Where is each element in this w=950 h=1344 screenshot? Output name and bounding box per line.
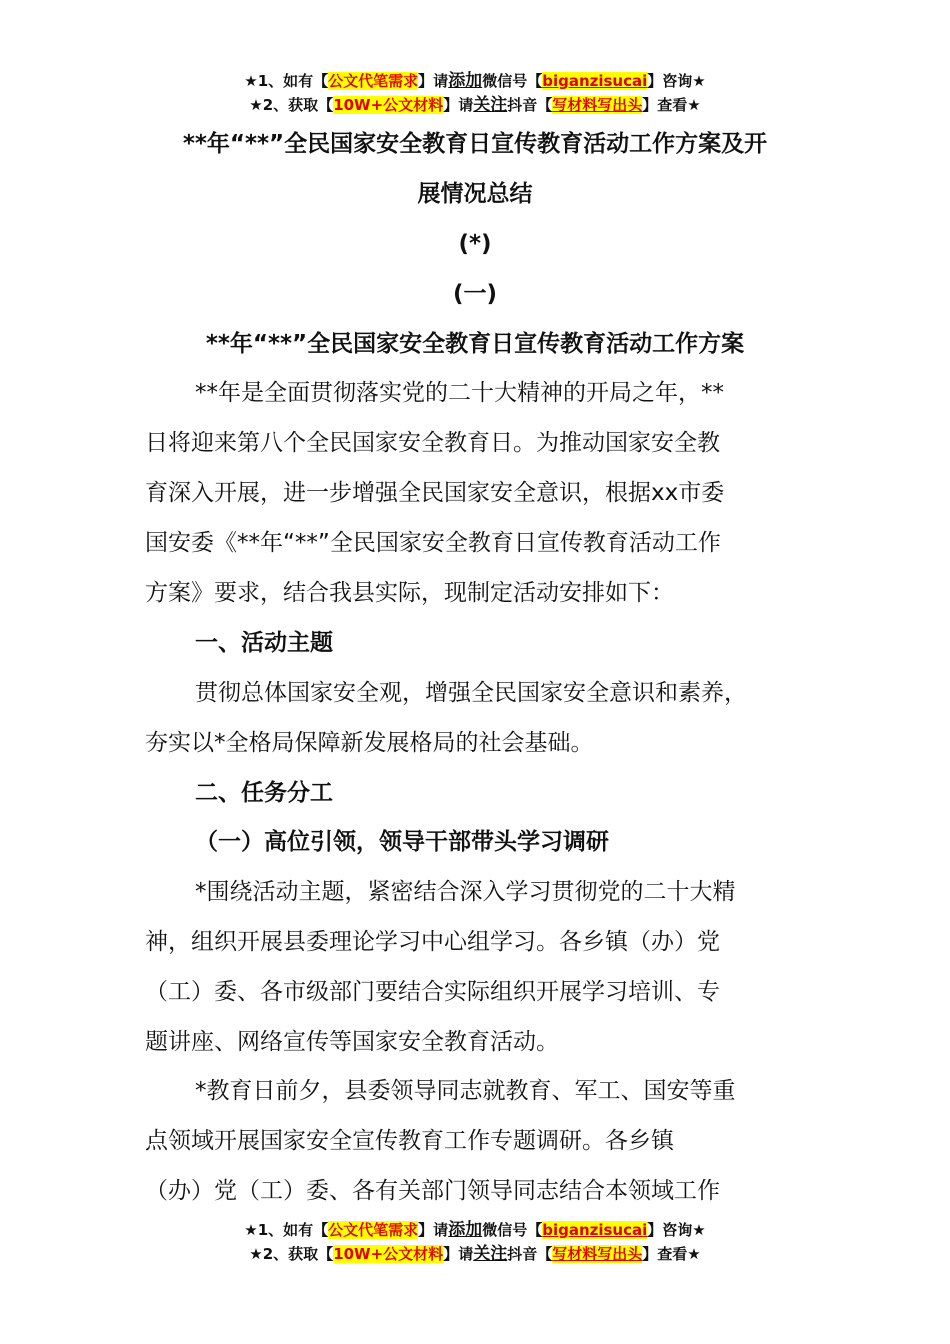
ad-highlight: 公文代笔需求 [328, 72, 419, 90]
doc-title: **年“**”全民国家安全教育日宣传教育活动工作方案及开 [182, 131, 768, 157]
ad-text: 】查看★ [642, 96, 701, 114]
ad-text: 】请 [443, 1245, 474, 1263]
ad-text: 】咨询★ [647, 1221, 706, 1239]
doc-title: 展情况总结 [417, 181, 533, 207]
ad-text: 】咨询★ [647, 72, 706, 90]
paragraph-line: 贯彻总体国家安全观，增强全民国家安全意识和素养， [195, 680, 747, 706]
subtitle: (*) [458, 231, 492, 257]
ad-text: 抖音【 [507, 96, 553, 114]
ad-highlight: 10W+公文材料 [333, 1245, 444, 1263]
footer-ad-line-2 [0, 1242, 950, 1266]
ad-line-2 [0, 93, 950, 117]
paragraph-line: （办）党（工）委、各有关部门领导同志结合本领域工作 [145, 1178, 720, 1204]
ad-text: 微信号【 [482, 1221, 543, 1239]
wechat-id: biganzisucai [542, 1221, 648, 1239]
ad-text: 】请 [418, 1221, 449, 1239]
paragraph-line: **年是全面贯彻落实党的二十大精神的开局之年，** [195, 380, 724, 406]
ad-line-1 [0, 69, 950, 93]
ad-highlight: 公文代笔需求 [328, 1221, 419, 1239]
wechat-id: biganzisucai [542, 72, 648, 90]
ad-text: ★2、获取【 [249, 96, 334, 114]
section-heading: **年“**”全民国家安全教育日宣传教育活动工作方案 [205, 331, 745, 357]
footer-ad-line-1 [0, 1218, 950, 1242]
ad-text: ★2、获取【 [249, 1245, 334, 1263]
paragraph-line: 题讲座、网络宣传等国家安全教育活动。 [145, 1029, 559, 1055]
ad-text: ★1、如有【 [244, 1221, 329, 1239]
paragraph-line: 夯实以*全格局保障新发展格局的社会基础。 [145, 730, 594, 756]
ad-text: ★1、如有【 [244, 72, 329, 90]
subheading: （一）高位引领，领导干部带头学习调研 [195, 829, 609, 855]
paragraph-line: 日将迎来第八个全民国家安全教育日。为推动国家安全教 [145, 430, 720, 456]
paragraph-line: 神，组织开展县委理论学习中心组学习。各乡镇（办）党 [145, 929, 720, 955]
subtitle: (一) [452, 281, 498, 307]
ad-emphasis: 添加 [448, 71, 483, 91]
paragraph-line: 国安委《**年“**”全民国家安全教育日宣传教育活动工作 [145, 530, 721, 556]
ad-text: 抖音【 [507, 1245, 553, 1263]
ad-text: 微信号【 [482, 72, 543, 90]
ad-text: 】查看★ [642, 1245, 701, 1263]
paragraph-line: （工）委、各市级部门要结合实际组织开展学习培训、专 [145, 979, 720, 1005]
ad-text: 】请 [443, 96, 474, 114]
ad-highlight: 10W+公文材料 [333, 96, 444, 114]
paragraph-line: 方案》要求，结合我县实际，现制定活动安排如下： [145, 580, 674, 606]
paragraph-line: *教育日前夕，县委领导同志就教育、军工、国安等重 [195, 1078, 736, 1104]
ad-text: 】请 [418, 72, 449, 90]
douyin-id: 写材料写出头 [552, 1245, 643, 1263]
paragraph-line: 育深入开展，进一步增强全民国家安全意识，根据xx市委 [145, 480, 725, 506]
ad-emphasis: 关注 [473, 95, 508, 115]
heading-tasks: 二、任务分工 [195, 780, 333, 806]
ad-emphasis: 添加 [448, 1220, 483, 1240]
ad-emphasis: 关注 [473, 1244, 508, 1264]
paragraph-line: *围绕活动主题，紧密结合深入学习贯彻党的二十大精 [195, 879, 736, 905]
paragraph-line: 点领域开展国家安全宣传教育工作专题调研。各乡镇 [145, 1128, 674, 1154]
heading-theme: 一、活动主题 [195, 630, 333, 656]
douyin-id: 写材料写出头 [552, 96, 643, 114]
